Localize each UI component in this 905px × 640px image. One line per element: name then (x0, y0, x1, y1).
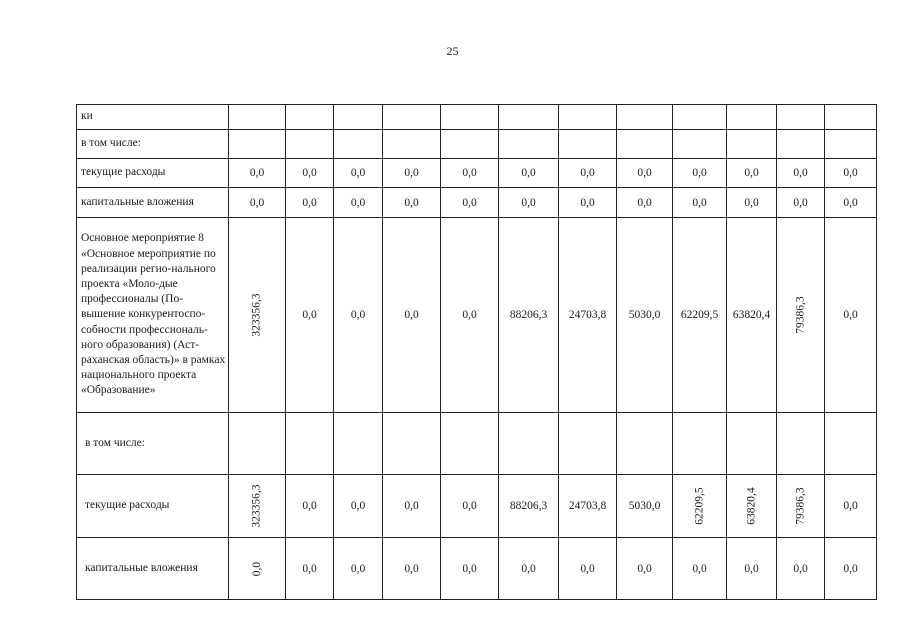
value-text: 323356,3 (251, 484, 263, 528)
value-cell (727, 105, 777, 130)
value-cell (825, 413, 877, 475)
value-cell (559, 105, 617, 130)
value-cell: 0,0 (727, 159, 777, 188)
value-cell: 0,0 (383, 159, 441, 188)
table-row (77, 130, 877, 159)
value-cell: 0,0 (777, 159, 825, 188)
table-row (77, 413, 877, 475)
value-cell (441, 105, 499, 130)
value-cell: 0,0 (727, 538, 777, 600)
value-cell (777, 218, 825, 413)
value-cell (229, 413, 286, 475)
value-cell (727, 413, 777, 475)
value-cell (617, 130, 673, 159)
value-cell: 0,0 (441, 538, 499, 600)
value-cell: 0,0 (617, 538, 673, 600)
row-label: ки (77, 105, 229, 130)
page-number: 25 (446, 44, 459, 58)
value-cell (673, 105, 727, 130)
value-cell: 0,0 (617, 188, 673, 218)
value-cell (383, 413, 441, 475)
value-cell (825, 105, 877, 130)
value-cell: 0,0 (825, 188, 877, 218)
value-cell (777, 130, 825, 159)
value-cell: 88206,3 (499, 218, 559, 413)
value-cell: 0,0 (559, 188, 617, 218)
value-cell: 62209,5 (673, 218, 727, 413)
value-text: 62209,5 (693, 487, 706, 525)
value-cell: 0,0 (673, 538, 727, 600)
value-cell: 0,0 (334, 538, 383, 600)
value-cell (777, 475, 825, 538)
value-cell (499, 130, 559, 159)
value-cell: 0,0 (286, 188, 334, 218)
value-cell: 0,0 (383, 475, 441, 538)
value-cell: 0,0 (334, 475, 383, 538)
value-cell: 0,0 (499, 188, 559, 218)
value-cell: 0,0 (559, 538, 617, 600)
value-cell (334, 413, 383, 475)
value-cell: 5030,0 (617, 475, 673, 538)
value-cell (559, 413, 617, 475)
value-cell (286, 130, 334, 159)
value-cell: 0,0 (777, 188, 825, 218)
value-cell (334, 130, 383, 159)
value-cell (229, 105, 286, 130)
row-label: текущие расходы (77, 475, 229, 538)
value-cell (499, 413, 559, 475)
value-cell: 0,0 (673, 188, 727, 218)
value-cell: 24703,8 (559, 218, 617, 413)
row-label: капитальные вложения (77, 188, 229, 218)
value-cell (617, 105, 673, 130)
table-row (77, 159, 877, 188)
value-text: 63820,4 (745, 487, 758, 525)
value-cell: 0,0 (334, 188, 383, 218)
value-cell: 0,0 (441, 159, 499, 188)
value-cell: 88206,3 (499, 475, 559, 538)
value-cell: 0,0 (441, 218, 499, 413)
value-cell (727, 475, 777, 538)
row-label: текущие расходы (77, 159, 229, 188)
value-cell: 0,0 (441, 188, 499, 218)
value-cell (673, 413, 727, 475)
value-cell: 0,0 (825, 475, 877, 538)
value-cell: 0,0 (617, 159, 673, 188)
table-row (77, 188, 877, 218)
value-cell (229, 475, 286, 538)
value-cell: 0,0 (334, 218, 383, 413)
value-text: 79386,3 (794, 487, 807, 525)
table-row (77, 538, 877, 600)
value-cell: 0,0 (825, 218, 877, 413)
value-cell (441, 130, 499, 159)
value-cell: 0,0 (229, 159, 286, 188)
value-cell: 0,0 (383, 538, 441, 600)
value-text: 0,0 (251, 561, 263, 576)
table-row (77, 218, 877, 413)
row-label: в том числе: (77, 413, 229, 475)
budget-table (76, 104, 877, 600)
value-cell (673, 475, 727, 538)
value-cell: 0,0 (441, 475, 499, 538)
value-cell: 0,0 (727, 188, 777, 218)
value-cell: 5030,0 (617, 218, 673, 413)
table-row (77, 475, 877, 538)
value-cell (777, 105, 825, 130)
value-cell (383, 130, 441, 159)
value-cell: 0,0 (286, 475, 334, 538)
value-cell (334, 105, 383, 130)
value-cell (229, 538, 286, 600)
value-cell: 0,0 (286, 159, 334, 188)
row-label: в том числе: (77, 130, 229, 159)
value-cell: 24703,8 (559, 475, 617, 538)
table-row (77, 105, 877, 130)
value-cell: 0,0 (777, 538, 825, 600)
value-cell: 0,0 (383, 218, 441, 413)
value-cell (617, 413, 673, 475)
value-cell (383, 105, 441, 130)
value-cell: 0,0 (673, 159, 727, 188)
value-text: 79386,3 (794, 296, 807, 334)
value-cell (441, 413, 499, 475)
row-label: Основное мероприятие 8 «Основное мероприятие по реализации регио-нального проекта «Моло-дые профессионалы (По-вышение конкурентоспо-собности профессиональ-ного образования) (Аст-раханская область)» в рамках национального проекта «Образование» (77, 218, 229, 413)
value-cell (825, 130, 877, 159)
value-cell (286, 413, 334, 475)
value-cell (229, 130, 286, 159)
value-cell: 0,0 (229, 188, 286, 218)
value-cell: 0,0 (499, 159, 559, 188)
value-cell (673, 130, 727, 159)
value-cell: 0,0 (334, 159, 383, 188)
value-cell: 0,0 (825, 159, 877, 188)
value-cell: 0,0 (286, 218, 334, 413)
value-cell: 0,0 (559, 159, 617, 188)
row-label: капитальные вложения (77, 538, 229, 600)
value-cell: 0,0 (825, 538, 877, 600)
value-cell (229, 218, 286, 413)
value-cell: 0,0 (286, 538, 334, 600)
value-cell (559, 130, 617, 159)
value-cell (286, 105, 334, 130)
value-cell: 0,0 (383, 188, 441, 218)
value-cell: 63820,4 (727, 218, 777, 413)
value-cell (777, 413, 825, 475)
value-cell (727, 130, 777, 159)
value-text: 323356,3 (251, 293, 263, 337)
value-cell: 0,0 (499, 538, 559, 600)
value-cell (499, 105, 559, 130)
